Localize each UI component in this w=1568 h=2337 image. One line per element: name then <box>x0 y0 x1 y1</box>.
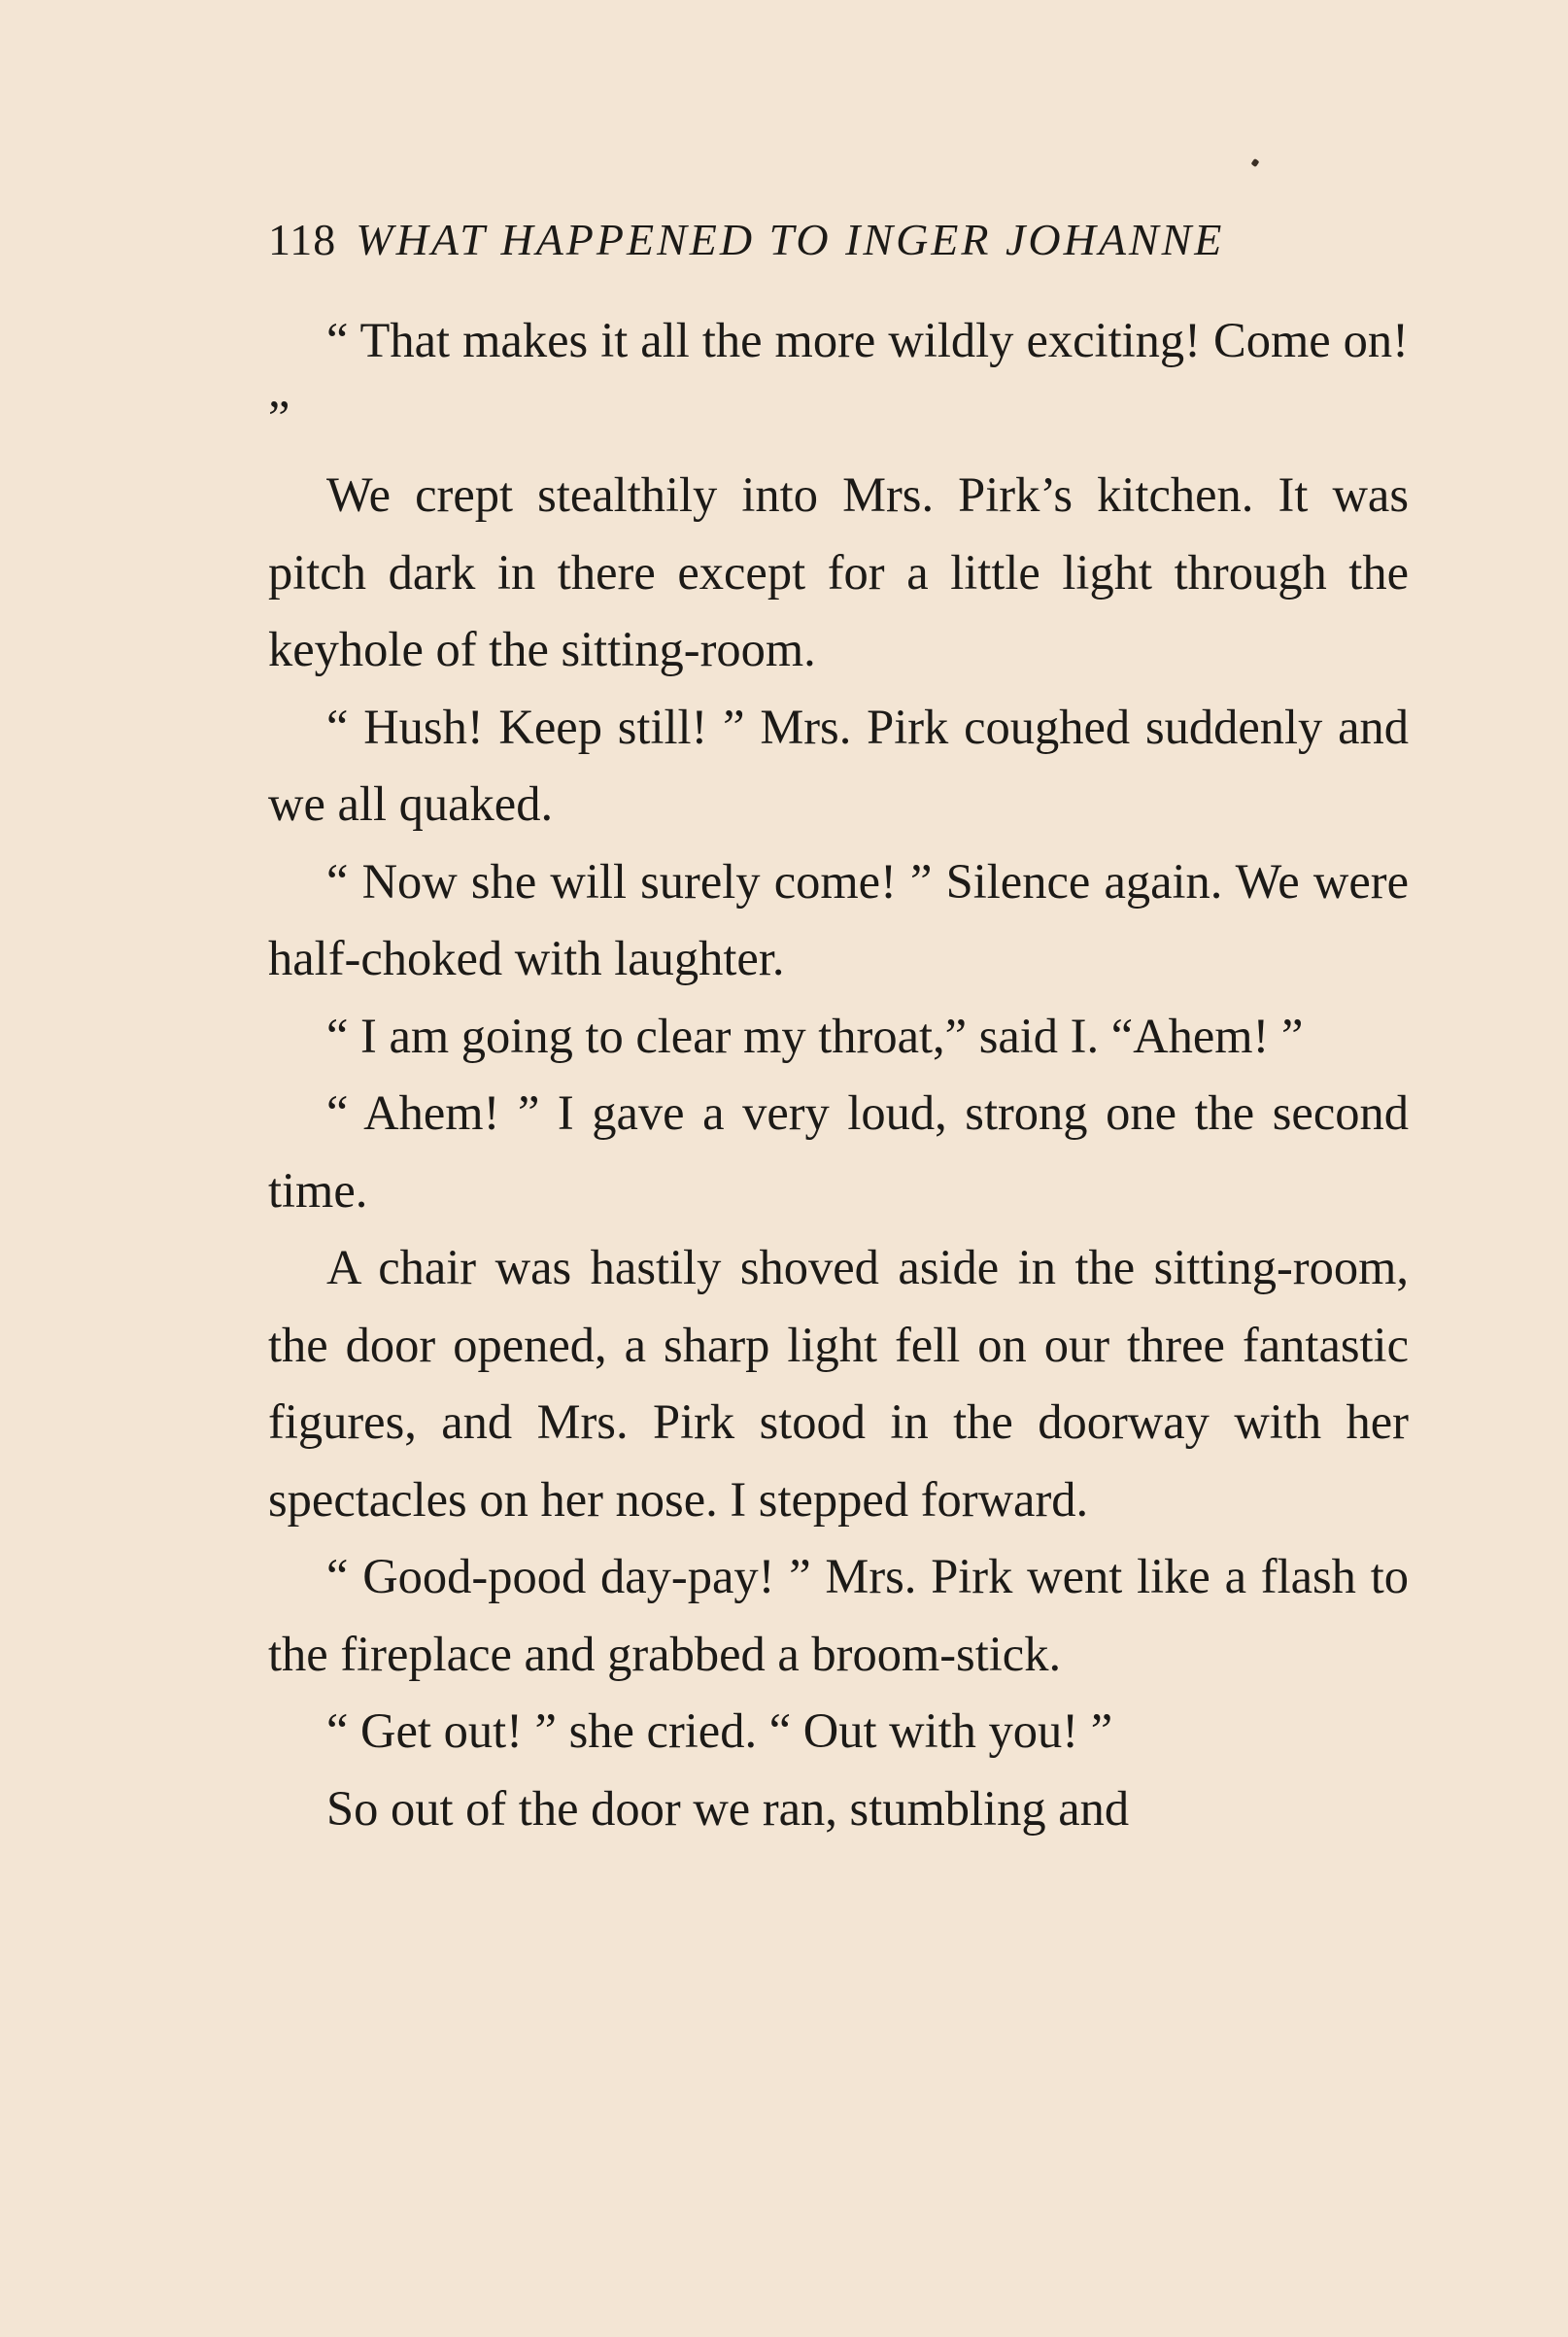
paragraph: So out of the door we ran, stumbling and <box>326 1780 1130 1836</box>
paragraph: A chair was hastily shoved aside in the sitting-room, the door opened, a sharp light fell on our three fantastic figures, and Mrs. Pirk stood in the doorway with her spectacles on her nose. I stepped forward. <box>268 1240 1409 1527</box>
page-number: 118 <box>268 215 337 264</box>
paragraph: “ Ahem! ” I gave a very loud, strong one the second time. <box>268 1085 1409 1218</box>
paragraph: We crept stealthily into Mrs. Pirk’s kitchen. It was pitch dark in there except for a little light through the keyhole of the sitting-room. <box>268 467 1409 676</box>
paragraph: “ Now she will surely come! ” Silence again. We were half-choked with laughter. <box>268 853 1409 985</box>
print-speck <box>1251 158 1260 167</box>
paragraph: “ That makes it all the more wildly exciting! Come on! ” <box>268 313 1409 445</box>
paragraph: “ Get out! ” she cried. “ Out with you! ” <box>326 1703 1113 1758</box>
book-title: WHAT HAPPENED TO INGER JOHANNE <box>356 215 1225 264</box>
paragraph: “ I am going to clear my throat,” said I. “Ahem! ” <box>326 1008 1304 1063</box>
paragraph: “ Hush! Keep still! ” Mrs. Pirk coughed suddenly and we all quaked. <box>268 699 1409 831</box>
paragraph: “ Good-pood day-pay! ” Mrs. Pirk went like a flash to the fireplace and grabbed a broom-stick. <box>268 1549 1409 1681</box>
body-text <box>268 302 1409 1847</box>
running-header <box>268 206 1395 274</box>
